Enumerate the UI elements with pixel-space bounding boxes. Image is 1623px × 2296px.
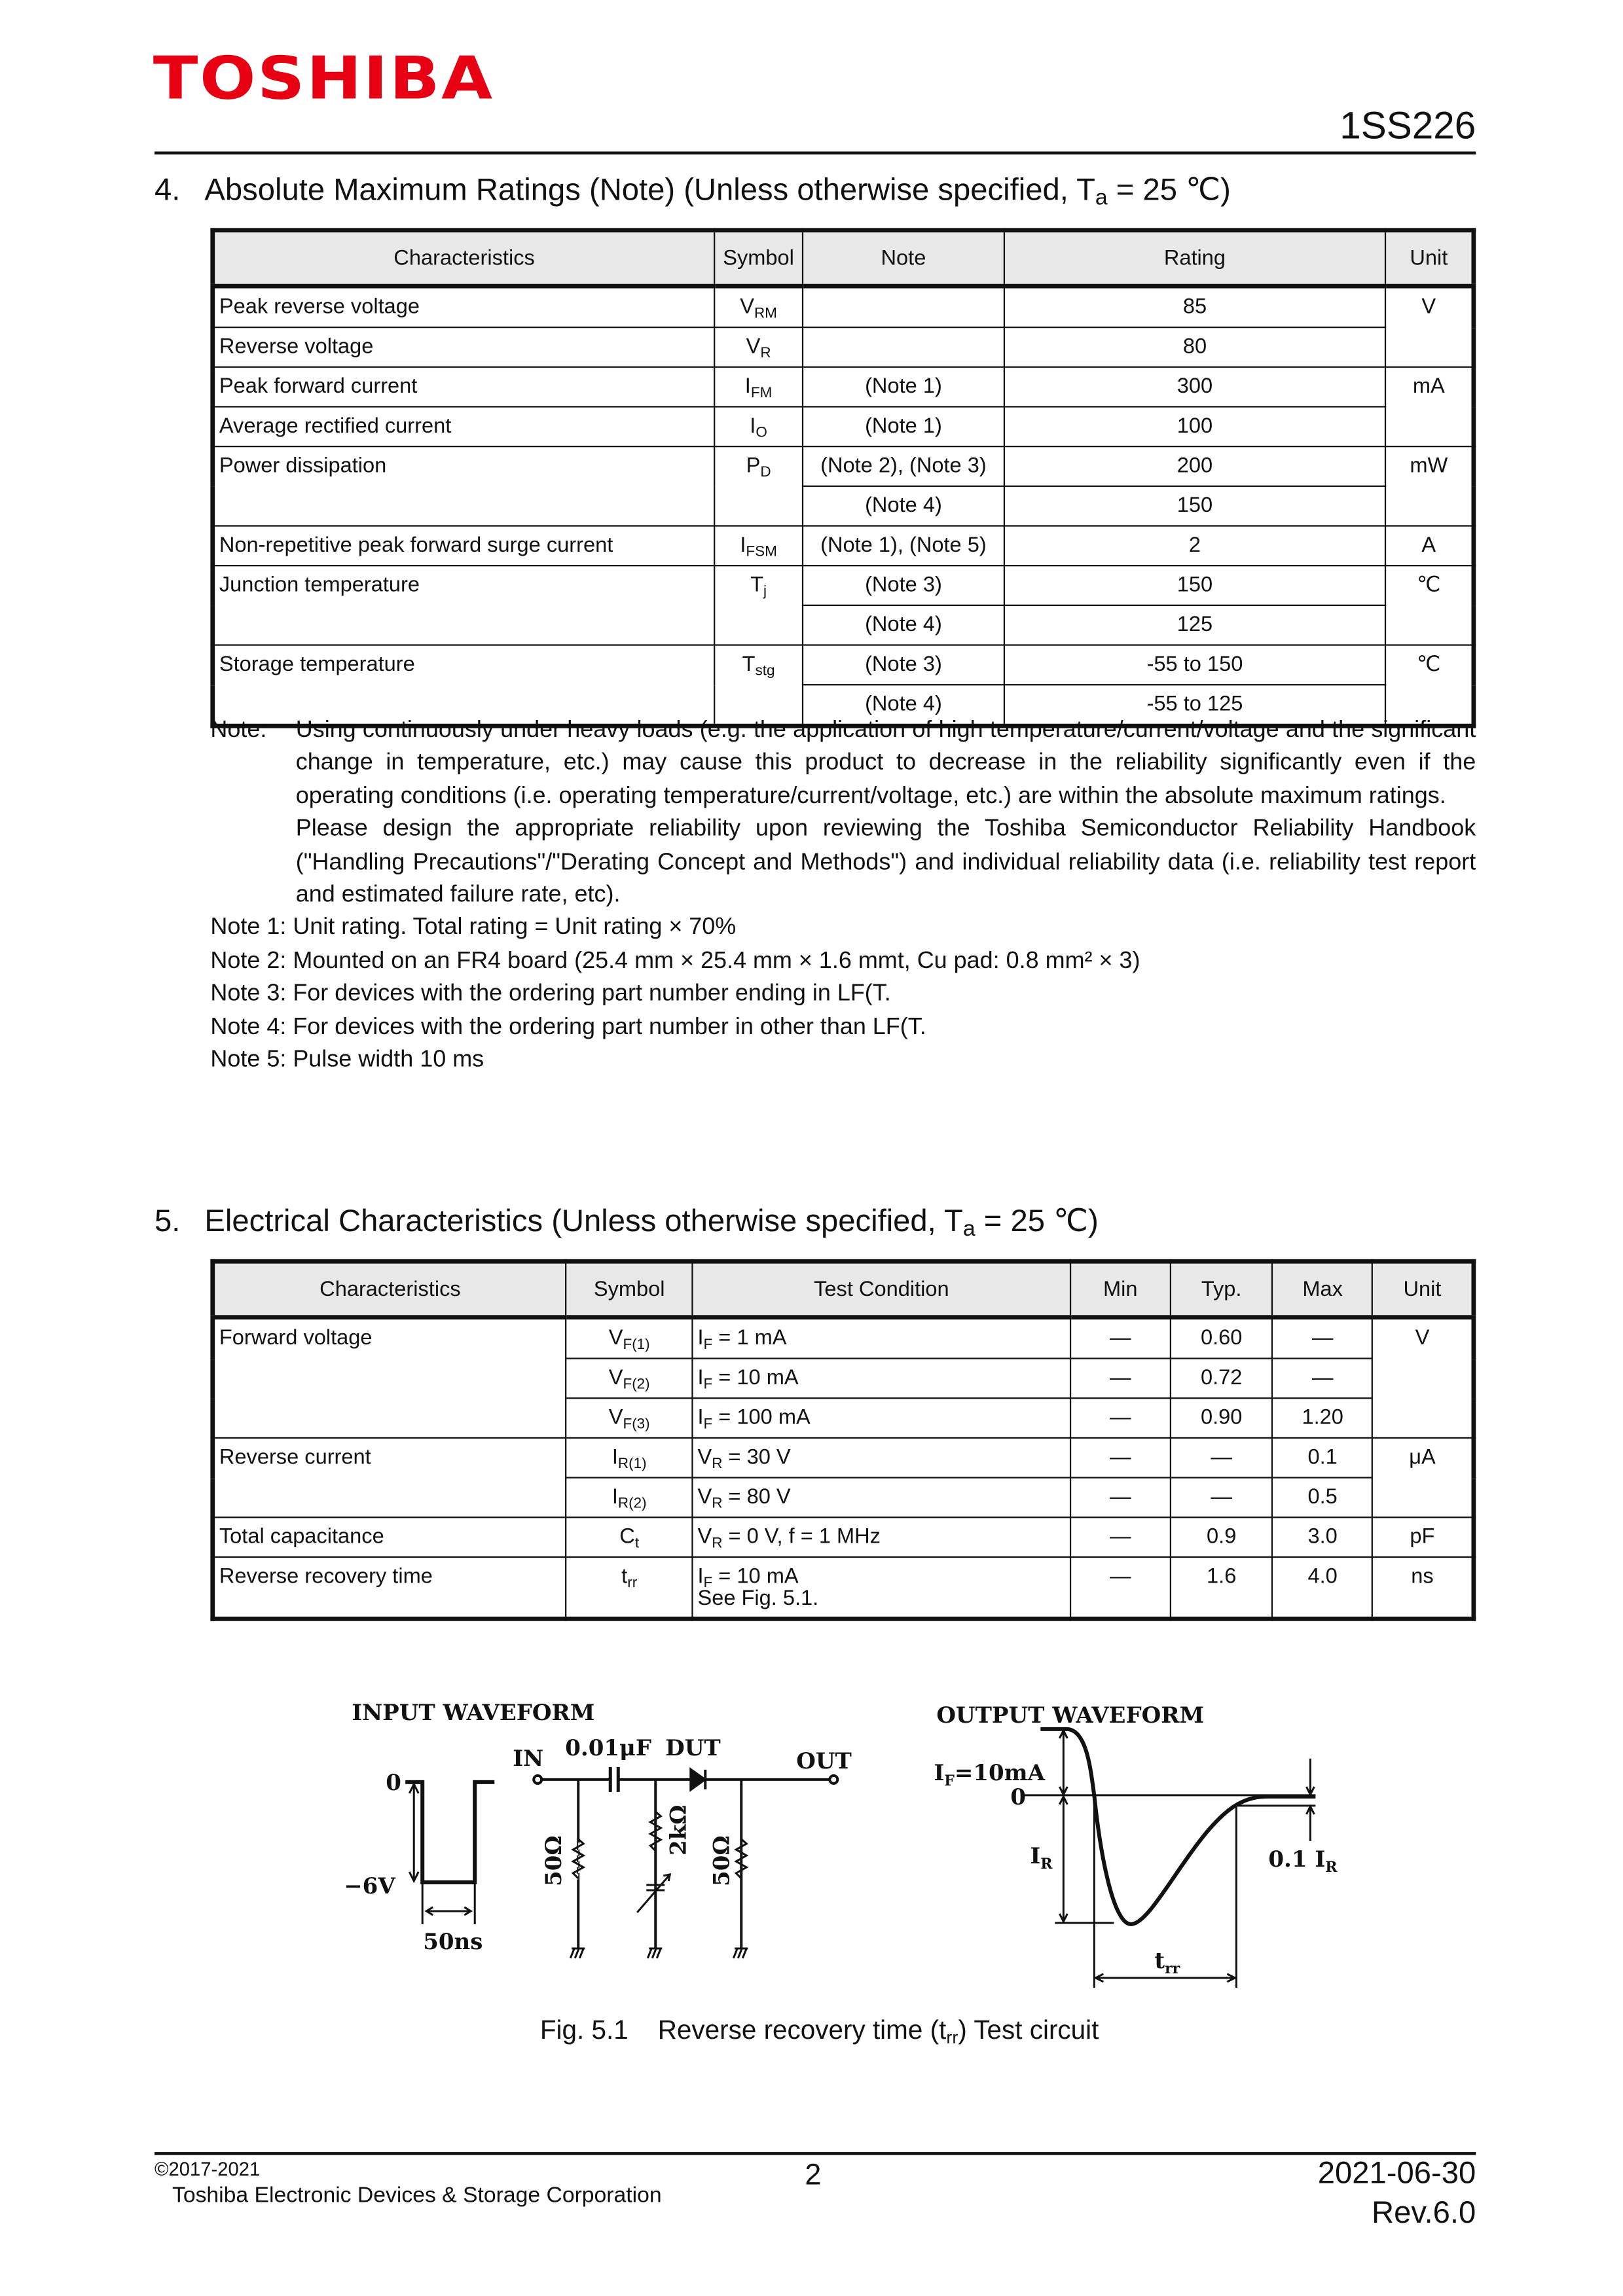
symbol-letter: I: [611, 1446, 618, 1470]
symbol-cell: [566, 1318, 693, 1359]
symbol-subscript: FM: [750, 385, 773, 402]
test-condition-cell: [693, 1517, 1071, 1557]
table-row: [213, 286, 1474, 327]
symbol-cell: [714, 645, 803, 726]
characteristic-cell: Non-repetitive peak forward surge current: [213, 526, 714, 565]
test-condition-cell: [693, 1557, 1071, 1619]
caption-text-end: ) Test circuit: [958, 2015, 1099, 2045]
note-cell: (Note 4): [803, 685, 1004, 726]
min-cell: —: [1070, 1517, 1170, 1557]
symbol-letter: V: [608, 1406, 623, 1430]
typ-cell: —: [1170, 1478, 1273, 1518]
symbol-cell: [566, 1438, 693, 1478]
max-cell: 3.0: [1273, 1517, 1372, 1557]
note-cell: (Note 1): [803, 367, 1004, 407]
section-title: Absolute Maximum Ratings (Note) (Unless otherwise specified, T: [204, 173, 1095, 207]
characteristic-cell: Total capacitance: [213, 1517, 566, 1557]
general-note: [210, 715, 1476, 912]
condition-subscript: F: [703, 1336, 713, 1354]
symbol-subscript: F(2): [623, 1376, 650, 1393]
note-cell: [803, 327, 1004, 367]
condition-symbol: I: [697, 1366, 704, 1390]
reverse-recovery-test-circuit: [327, 1676, 1375, 2003]
footer-divider: [155, 2152, 1476, 2155]
typ-cell: 0.90: [1170, 1398, 1273, 1438]
symbol-cell: [714, 286, 803, 327]
condition-value: = 10 mA: [712, 1366, 799, 1390]
typ-cell: 1.6: [1170, 1557, 1273, 1619]
characteristic-cell: Reverse recovery time: [213, 1557, 566, 1619]
header-cell: Characteristics: [213, 230, 714, 286]
unit-cell: μA: [1372, 1438, 1474, 1517]
unit-cell: ℃: [1385, 565, 1474, 645]
condition-subscript: R: [712, 1456, 723, 1473]
variable-capacitor: [636, 1874, 669, 1912]
output-waveform: [1040, 1729, 1315, 1924]
rating-cell: 150: [1004, 486, 1385, 526]
if-subscript: F: [943, 1772, 954, 1789]
symbol-subscript: FSM: [746, 544, 777, 561]
min-cell: —: [1070, 1557, 1170, 1619]
ir-label: [1029, 1843, 1052, 1873]
subscript: a: [962, 1216, 976, 1242]
condition-line-2: See Fig. 5.1.: [697, 1587, 819, 1611]
note-5: Note 5: Pulse width 10 ms: [210, 1047, 484, 1073]
out-terminal: [829, 1776, 837, 1784]
section-number: 5.: [154, 1204, 181, 1239]
symbol-subscript: O: [756, 425, 767, 442]
rating-cell: 80: [1004, 327, 1385, 367]
header-cell: Test Condition: [693, 1261, 1071, 1317]
absolute-max-ratings-table: [210, 228, 1476, 728]
table-row: [213, 1438, 1474, 1478]
symbol-subscript: R(2): [617, 1496, 647, 1513]
caption-number: Fig. 5.1: [539, 2015, 629, 2045]
out-label: OUT: [795, 1748, 851, 1774]
revision-number: Rev.6.0: [1372, 2196, 1476, 2231]
note-cell: (Note 2), (Note 3): [803, 446, 1004, 486]
rating-cell: 200: [1004, 446, 1385, 486]
note-4: Note 4: For devices with the ordering part number in other than LF(T.: [210, 1014, 926, 1040]
table-row: [213, 406, 1474, 446]
ir-subscript: R: [1040, 1855, 1052, 1873]
if-value: =10mA: [953, 1759, 1044, 1786]
input-waveform: [405, 1782, 494, 1882]
page-number: 2: [805, 2159, 822, 2192]
note-3: Note 3: For devices with the ordering part number ending in LF(T.: [210, 981, 891, 1007]
unit-cell: ℃: [1385, 645, 1474, 726]
header-cell: Max: [1273, 1261, 1372, 1317]
table-row: [213, 446, 1474, 486]
header-cell: Symbol: [714, 230, 803, 286]
condition-symbol: I: [697, 1327, 704, 1351]
note-cell: (Note 3): [803, 565, 1004, 605]
section-number: 4.: [154, 173, 181, 207]
trr-symbol: t: [1154, 1947, 1164, 1974]
table-header: [213, 230, 1474, 286]
typ-cell: 0.9: [1170, 1517, 1273, 1557]
rating-cell: 2: [1004, 526, 1385, 565]
header-cell: Typ.: [1170, 1261, 1273, 1317]
subscript: a: [1095, 185, 1108, 211]
note-text-2: Please design the appropriate reliability upon reviewing the Toshiba Semiconductor Reliability Handbook ("Handling Precautions"/"Derating Concept and Methods") and individual reliability data (i.e. reliability test report and estimated failure rate, etc).: [295, 816, 1476, 908]
rating-cell: -55 to 125: [1004, 685, 1385, 726]
note-cell: [803, 286, 1004, 327]
test-condition-cell: [693, 1359, 1071, 1399]
unit-cell: V: [1385, 286, 1474, 367]
header-cell: Characteristics: [213, 1261, 566, 1317]
condition-symbol: I: [697, 1406, 704, 1430]
test-condition-cell: [693, 1398, 1071, 1438]
minus-6v-label: −6V: [343, 1873, 395, 1899]
header-divider: [155, 151, 1476, 154]
condition-symbol: V: [697, 1446, 712, 1470]
characteristic-cell: Average rectified current: [213, 406, 714, 446]
header-cell: Symbol: [566, 1261, 693, 1317]
table-row: [213, 565, 1474, 605]
resistor-label-3: 50Ω: [708, 1835, 735, 1886]
rating-cell: 85: [1004, 286, 1385, 327]
symbol-cell: [566, 1557, 693, 1619]
condition-symbol: I: [697, 1565, 704, 1589]
test-condition-cell: [693, 1478, 1071, 1518]
symbol-subscript: F(3): [623, 1416, 650, 1433]
input-waveform-title: INPUT WAVEFORM: [351, 1699, 594, 1726]
symbol-letter: C: [619, 1525, 635, 1549]
symbol-cell: [714, 565, 803, 645]
symbol-letter: V: [740, 295, 754, 319]
if-ir-arrows: [1054, 1731, 1113, 1923]
condition-symbol: V: [697, 1525, 712, 1549]
table-row: [213, 526, 1474, 565]
toshiba-logo: TOSHIBA: [153, 45, 494, 114]
note-label: Note:: [210, 717, 267, 743]
output-waveform-title: OUTPUT WAVEFORM: [936, 1702, 1203, 1729]
capacitor-label: 0.01μF: [564, 1734, 651, 1761]
ground-symbols: [570, 1948, 747, 1958]
symbol-letter: t: [621, 1565, 628, 1589]
symbol-cell: [566, 1398, 693, 1438]
rating-cell: 125: [1004, 605, 1385, 645]
zero-label: 0: [385, 1769, 401, 1796]
output-zero-label: 0: [1010, 1784, 1025, 1810]
symbol-letter: I: [611, 1485, 618, 1509]
condition-value: = 30 V: [722, 1446, 791, 1470]
revision-date: 2021-06-30: [1317, 2156, 1476, 2191]
table-header: [213, 1261, 1474, 1317]
min-cell: —: [1070, 1478, 1170, 1518]
copyright: ©2017-2021: [154, 2158, 261, 2180]
symbol-letter: I: [744, 375, 751, 399]
note-1: Note 1: Unit rating. Total rating = Unit rating × 70%: [210, 915, 737, 941]
section-title-end: = 25 ℃): [1107, 173, 1231, 207]
rating-cell: -55 to 150: [1004, 645, 1385, 685]
symbol-subscript: R(1): [617, 1456, 647, 1473]
note-cell: (Note 3): [803, 645, 1004, 685]
amplitude-arrow: [409, 1784, 418, 1881]
unit-cell: mW: [1385, 446, 1474, 526]
resistor-label-1: 50Ω: [540, 1835, 567, 1886]
in-terminal: [533, 1776, 541, 1784]
header-cell: Unit: [1385, 230, 1474, 286]
symbol-cell: [714, 446, 803, 526]
tenth-ir-label: [1267, 1846, 1337, 1876]
rating-cell: 300: [1004, 367, 1385, 407]
max-cell: —: [1273, 1359, 1372, 1399]
header-cell: Unit: [1372, 1261, 1474, 1317]
symbol-cell: [714, 327, 803, 367]
ir-symbol: I: [1029, 1842, 1040, 1869]
characteristic-cell: Reverse current: [213, 1438, 566, 1517]
max-cell: 4.0: [1273, 1557, 1372, 1619]
max-cell: 0.5: [1273, 1478, 1372, 1518]
symbol-subscript: F(1): [623, 1336, 650, 1354]
symbol-cell: [714, 367, 803, 407]
unit-cell: pF: [1372, 1517, 1474, 1557]
characteristic-cell: Junction temperature: [213, 565, 714, 645]
section-title-end: = 25 ℃): [975, 1204, 1099, 1239]
table-row: [213, 645, 1474, 685]
typ-cell: —: [1170, 1438, 1273, 1478]
characteristic-cell: Peak reverse voltage: [213, 286, 714, 327]
condition-symbol: V: [697, 1485, 712, 1509]
section-title: Electrical Characteristics (Unless otherwise specified, T: [204, 1204, 963, 1239]
condition-subscript: F: [703, 1376, 713, 1393]
condition-value: = 1 mA: [712, 1327, 787, 1351]
unit-cell: A: [1385, 526, 1474, 565]
condition-value: = 80 V: [722, 1485, 791, 1509]
unit-cell: V: [1372, 1318, 1474, 1438]
max-cell: —: [1273, 1318, 1372, 1359]
in-label: IN: [512, 1745, 543, 1772]
table-row: [213, 1557, 1474, 1619]
symbol-letter: V: [608, 1366, 623, 1390]
dut-label: DUT: [665, 1734, 720, 1761]
symbol-subscript: rr: [627, 1575, 638, 1592]
table-row: [213, 327, 1474, 367]
caption-subscript: rr: [946, 2027, 958, 2048]
characteristic-cell: Power dissipation: [213, 446, 714, 526]
symbol-letter: V: [746, 335, 761, 359]
min-cell: —: [1070, 1359, 1170, 1399]
table-row: [213, 367, 1474, 407]
notes: [210, 715, 1476, 1077]
unit-cell: mA: [1385, 367, 1474, 446]
typ-cell: 0.60: [1170, 1318, 1273, 1359]
trr-subscript: rr: [1163, 1960, 1180, 1977]
rating-cell: 100: [1004, 406, 1385, 446]
symbol-cell: [566, 1359, 693, 1399]
characteristic-cell: Reverse voltage: [213, 327, 714, 367]
trr-label: [1154, 1948, 1179, 1977]
part-number: 1SS226: [1340, 103, 1476, 147]
condition-value: = 0 V, f = 1 MHz: [722, 1525, 881, 1549]
symbol-cell: [714, 526, 803, 565]
max-cell: 1.20: [1273, 1398, 1372, 1438]
width-arrow: [422, 1882, 474, 1924]
symbol-subscript: RM: [754, 306, 777, 323]
condition-subscript: R: [712, 1535, 723, 1552]
note-text: Using continuously under heavy loads (e.g. the application of high temperature/current/voltage and the significant change in temperature, etc.) may cause this product to decrease in the reliability significantly even if the operating conditions (i.e. operating temperature/current/voltage, etc.) are within the absolute maximum ratings.: [295, 717, 1476, 809]
symbol-subscript: D: [760, 465, 771, 481]
condition-subscript: F: [703, 1416, 713, 1433]
symbol-subscript: R: [760, 346, 771, 362]
resistor-label-2: 2kΩ: [665, 1804, 691, 1856]
min-cell: —: [1070, 1398, 1170, 1438]
symbol-letter: T: [750, 573, 764, 598]
pulse-width-label: 50ns: [422, 1928, 483, 1955]
characteristic-cell: Forward voltage: [213, 1318, 566, 1438]
rating-cell: 150: [1004, 565, 1385, 605]
figure-caption: [540, 2015, 1099, 2046]
symbol-letter: I: [740, 533, 746, 558]
test-condition-cell: [693, 1318, 1071, 1359]
symbol-letter: T: [742, 653, 756, 677]
symbol-letter: I: [750, 414, 756, 439]
tenth-ir-arrows: [1305, 1759, 1313, 1841]
test-condition-cell: [693, 1438, 1071, 1478]
symbol-cell: [566, 1478, 693, 1518]
section-4-heading: [155, 172, 1231, 209]
note-cell: (Note 4): [803, 486, 1004, 526]
table-row: [213, 1318, 1474, 1359]
note-2: Note 2: Mounted on an FR4 board (25.4 mm × 25.4 mm × 1.6 mmt, Cu pad: 0.8 mm² × 3): [210, 948, 1140, 974]
symbol-cell: [714, 406, 803, 446]
symbol-subscript: t: [634, 1535, 640, 1552]
note-cell: (Note 4): [803, 605, 1004, 645]
unit-cell: ns: [1372, 1557, 1474, 1619]
note-cell: (Note 1): [803, 406, 1004, 446]
min-cell: —: [1070, 1438, 1170, 1478]
if-label: [933, 1760, 1044, 1789]
symbol-subscript: j: [763, 584, 767, 600]
capacitor: [610, 1767, 617, 1792]
tenth-ir-symbol: 0.1 I: [1267, 1846, 1325, 1873]
symbol-subscript: stg: [755, 663, 775, 680]
if-symbol: I: [933, 1759, 944, 1786]
characteristic-cell: Storage temperature: [213, 645, 714, 726]
min-cell: —: [1070, 1318, 1170, 1359]
table-row: [213, 1517, 1474, 1557]
condition-value: = 100 mA: [712, 1406, 811, 1430]
electrical-characteristics-table: [210, 1259, 1476, 1621]
tenth-ir-subscript: R: [1324, 1858, 1337, 1876]
max-cell: 0.1: [1273, 1438, 1372, 1478]
condition-value: = 10 mA: [712, 1565, 799, 1589]
symbol-cell: [566, 1517, 693, 1557]
caption-text: Reverse recovery time (t: [657, 2015, 947, 2045]
note-cell: (Note 1), (Note 5): [803, 526, 1004, 565]
header-cell: Min: [1070, 1261, 1170, 1317]
section-5-heading: [155, 1203, 1099, 1240]
condition-subscript: R: [712, 1496, 723, 1513]
condition-subscript: F: [703, 1575, 713, 1592]
header-cell: Rating: [1004, 230, 1385, 286]
company-name: Toshiba Electronic Devices & Storage Corporation: [172, 2183, 662, 2208]
characteristic-cell: Peak forward current: [213, 367, 714, 407]
diode: [690, 1770, 704, 1789]
header-cell: Note: [803, 230, 1004, 286]
typ-cell: 0.72: [1170, 1359, 1273, 1399]
symbol-letter: V: [608, 1327, 623, 1351]
symbol-letter: P: [746, 454, 761, 478]
